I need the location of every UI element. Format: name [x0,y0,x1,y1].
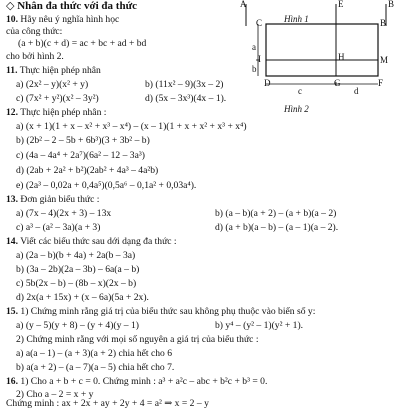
problem-13-heading [6,194,99,206]
label-d: d [354,86,359,96]
problem-11-number: 11. [6,65,18,76]
problem-16-line-1 [6,376,267,388]
problem-13-d: d) (a + b)(a – b) – (a – 1)(a – 2). [215,222,339,233]
label-I: I [258,54,261,64]
problem-15-text-2: 2) Chứng minh rằng với mọi số nguyên a giá trị của biểu thức : [16,334,259,345]
problem-14-a: a) (2a – b)(b + 4a) + 2a(b – 3a) [16,250,136,261]
problem-11-b: b) (11x² – 9)(3x – 2) [145,79,224,90]
problem-11-c: c) (7x² + y²)(x² – 3y²) [16,93,99,104]
problem-11-heading [6,65,101,77]
label-B: B [388,0,395,9]
problem-13-number: 13. [6,194,18,205]
problem-15-1b: b) y⁴ – (y² – 1)(y² + 1). [215,320,304,331]
problem-13-a: a) (7x – 4)(2x + 3) – 13x [16,208,112,219]
label-H: H [338,52,345,62]
problem-15-text-1: 1) Chứng minh rằng giá trị của biểu thức sau không phụ thuộc vào biến số y: [20,306,316,317]
problem-12-heading [6,107,106,119]
problem-14-b: b) (3a – 2b)(2a – 3b) – 6a(a – b) [16,264,140,275]
problem-12-c: c) (4a – 4a⁴ + 2a⁷)(6a² – 12 – 3a³) [16,150,145,161]
problem-10-text-1: Hãy nêu ý nghĩa hình học [20,14,120,25]
problem-10-formula: (a + b)(c + d) = ac + bc + ad + bd [18,38,147,49]
label-E: E [338,0,344,9]
problem-14-c: c) 5b(2x – b) – (8b – x)(2x – b) [16,278,137,289]
problem-12-a: a) (x + 1)(1 + x – x² + x³ – x⁴) – (x – 1)(1 + x + x² + x³ + x⁴) [16,121,247,132]
label-C: C [256,18,263,28]
label-b: b [252,64,257,74]
label-A: A [240,0,247,9]
problem-10-line-1 [6,14,119,26]
problem-16-text-3: Chứng minh : ax + 2x + ay + 2y + 4 = a² ⇒ x = 2 – y [6,398,209,409]
problem-12-b: b) (2b² – 2 – 5b + 6b³)(3 + 3b² – b) [16,135,150,146]
problem-15-line-1 [6,306,315,318]
figure-rectangles [236,0,400,118]
problem-15-2a: a) a(a – 1) – (a + 3)(a + 2) chia hết cho 6 [16,348,172,359]
problem-15-number: 15. [6,306,18,317]
problem-10-text-2: của công thức: [6,26,63,37]
problem-15-2b: b) a(a + 2) – (a – 7)(a – 5) chia hết cho 7. [16,362,175,373]
problem-14-number: 14. [6,236,18,247]
problem-14-heading [6,236,177,248]
h1-caption: Hình 1 [284,14,309,24]
problem-10-number: 10. [6,14,18,25]
problem-14-d: d) 2x(a + 15x) + (x – 6a)(5a + 2x). [16,292,149,303]
problem-15-1a: a) (y – 5)(y + 8) – (y + 4)(y – 1) [16,320,139,331]
problem-11-d: d) (5x – 3x³)(4x – 1). [145,93,227,104]
problem-12-d: d) (2ab + 2a² + b²)(2ab² + 4a³ – 4a²b) [16,165,159,176]
problem-11-text: Thực hiện phép nhân [19,65,101,76]
problem-13-text: Đơn giản biểu thức : [20,194,100,205]
problem-12-e: e) (2a³ – 0,02a + 0,4a⁵)(0,5a⁶ – 0,1a² + 0,03a⁴). [16,180,197,191]
problem-12-number: 12. [6,107,18,118]
label-a: a [252,42,256,52]
problem-11-a: a) (2x² – y)(x² + y) [16,79,89,90]
problem-16-text-2: 2) Cho a – 2 = x + y [16,389,94,400]
problem-16-text-1: 1) Cho a + b + c = 0. Chứng minh : a³ + a²c – abc + b²c + b³ = 0. [20,376,268,387]
problem-10-text-3: cho bởi hình 2. [6,51,64,62]
label-M: M [380,55,389,65]
problem-16-number: 16. [6,376,18,387]
h2-outer-rect [266,24,378,76]
label-F: F [378,78,384,88]
problem-13-c: c) a³ – (a² – 3a)(a + 3) [16,222,101,233]
label-c: c [298,86,302,96]
section-title: ◇ Nhân đa thức với đa thức [6,0,138,12]
problem-12-text: Thực hiện phép nhân : [20,107,107,118]
problem-13-b: b) (a – b)(a + 2) – (a + b)(a – 2) [215,208,337,219]
label-G: G [334,78,341,88]
label-B2: B [380,18,387,28]
h2-caption: Hình 2 [284,104,309,114]
problem-14-text: Viết các biểu thức sau dới dạng đa thức : [20,236,177,247]
label-D: D [264,78,271,88]
